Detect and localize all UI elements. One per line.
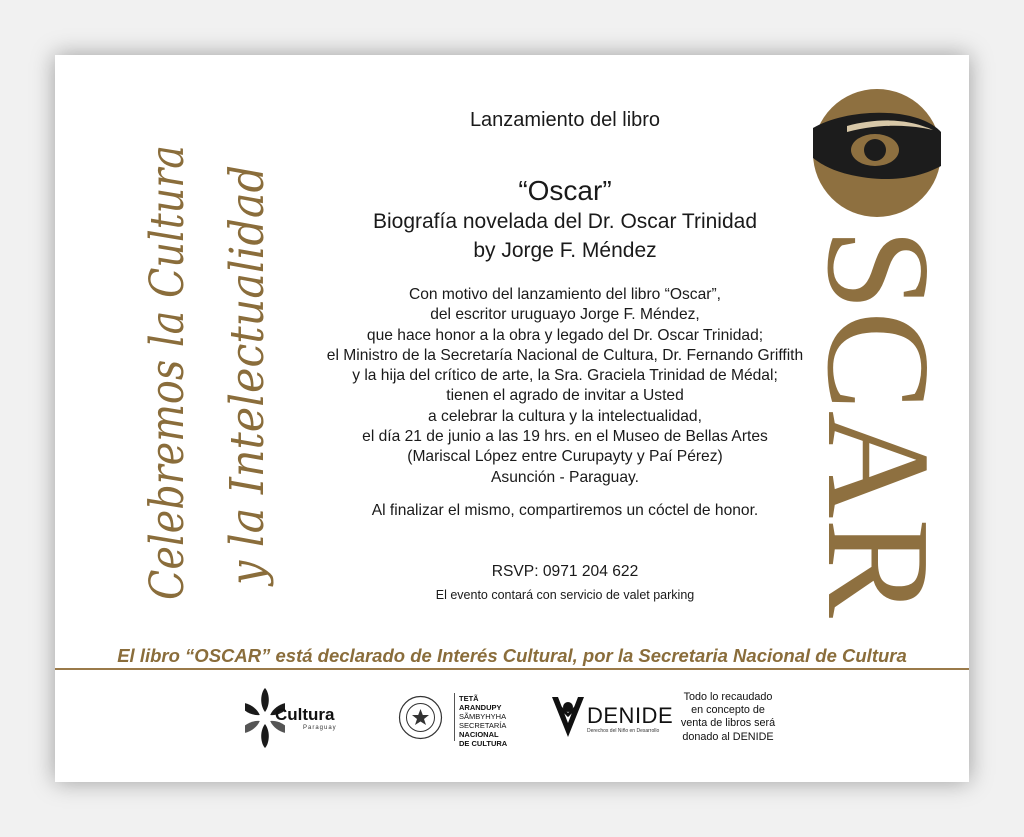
- author-line: by Jorge F. Méndez: [473, 239, 657, 262]
- seal-line: NACIONAL: [459, 730, 499, 739]
- donation-line: venta de libros será: [680, 717, 776, 730]
- cultura-logo: [245, 687, 345, 749]
- cultural-interest-declaration: El libro “OSCAR” está declarado de Interés Cultural, por la Secretaria Nacional de Cultura: [117, 645, 907, 666]
- seal-line: SECRETARÍA: [459, 721, 507, 730]
- rsvp-phone: RSVP: 0971 204 622: [491, 563, 639, 580]
- body-line: el día 21 de junio a las 19 hrs. en el Museo de Bellas Artes: [362, 428, 768, 446]
- donation-line: en concepto de: [691, 704, 765, 717]
- body-line: del escritor uruguayo Jorge F. Méndez,: [430, 306, 700, 324]
- denide-logo-tagline: Derechos del Niño en Desarrollo: [587, 728, 660, 734]
- divider-line: [55, 668, 969, 670]
- denide-logo: [550, 693, 674, 741]
- wordmark-letters: SCAR: [796, 228, 960, 615]
- intro-text: Lanzamiento del libro: [469, 109, 661, 131]
- body-line: y la hija del crítico de arte, la Sra. Graciela Trinidad de Médal;: [352, 367, 778, 385]
- body-line: que hace honor a la obra y legado del Dr. Oscar Trinidad;: [366, 326, 764, 344]
- donation-line: Todo lo recaudado: [683, 691, 773, 703]
- cultura-logo-name: Cultura: [275, 705, 335, 724]
- vertical-script-line1: Celebremos la Cultura: [140, 62, 195, 600]
- child-figure-icon: [550, 693, 586, 741]
- seal-line: TETÃ: [459, 694, 479, 703]
- body-line: Con motivo del lanzamiento del libro “Oscar”,: [408, 286, 721, 303]
- body-line: tienen el agrado de invitar a Usted: [446, 387, 684, 405]
- eye-o-icon: [813, 89, 941, 217]
- denide-logo-name: DENIDE: [587, 703, 674, 728]
- vertical-script-line2: y la Intelectualidad: [220, 125, 275, 585]
- invitation-card: [55, 55, 969, 782]
- secretaria-logo-text: [459, 694, 519, 748]
- book-subtitle: [235, 207, 895, 265]
- closing-text: Al finalizar el mismo, compartiremos un cóctel de honor.: [371, 502, 759, 519]
- cultura-logo-sub: Paraguay: [303, 725, 337, 731]
- donation-note: [673, 691, 783, 744]
- donation-line: donado al DENIDE: [682, 730, 774, 743]
- seal-line: ARANDUPY: [459, 703, 502, 712]
- body-line: (Mariscal López entre Curupayty y Paí Pérez): [407, 448, 723, 466]
- national-seal-icon: [398, 695, 443, 740]
- seal-line: SÃMBYHYHA: [459, 712, 507, 721]
- oscar-wordmark: [796, 88, 960, 618]
- book-title: “Oscar”: [518, 175, 612, 206]
- valet-note: El evento contará con servicio de valet parking: [435, 588, 695, 602]
- subtitle-line: Biografía novelada del Dr. Oscar Trinidad: [372, 210, 758, 233]
- body-line: Asunción - Paraguay.: [491, 468, 639, 486]
- invitation-body: [235, 285, 895, 488]
- seal-line: DE CULTURA: [459, 739, 508, 748]
- body-line: a celebrar la cultura y la intelectualidad,: [428, 407, 702, 425]
- seal-divider: [454, 693, 455, 741]
- body-line: el Ministro de la Secretaría Nacional de Cultura, Dr. Fernando Griffith: [326, 346, 804, 364]
